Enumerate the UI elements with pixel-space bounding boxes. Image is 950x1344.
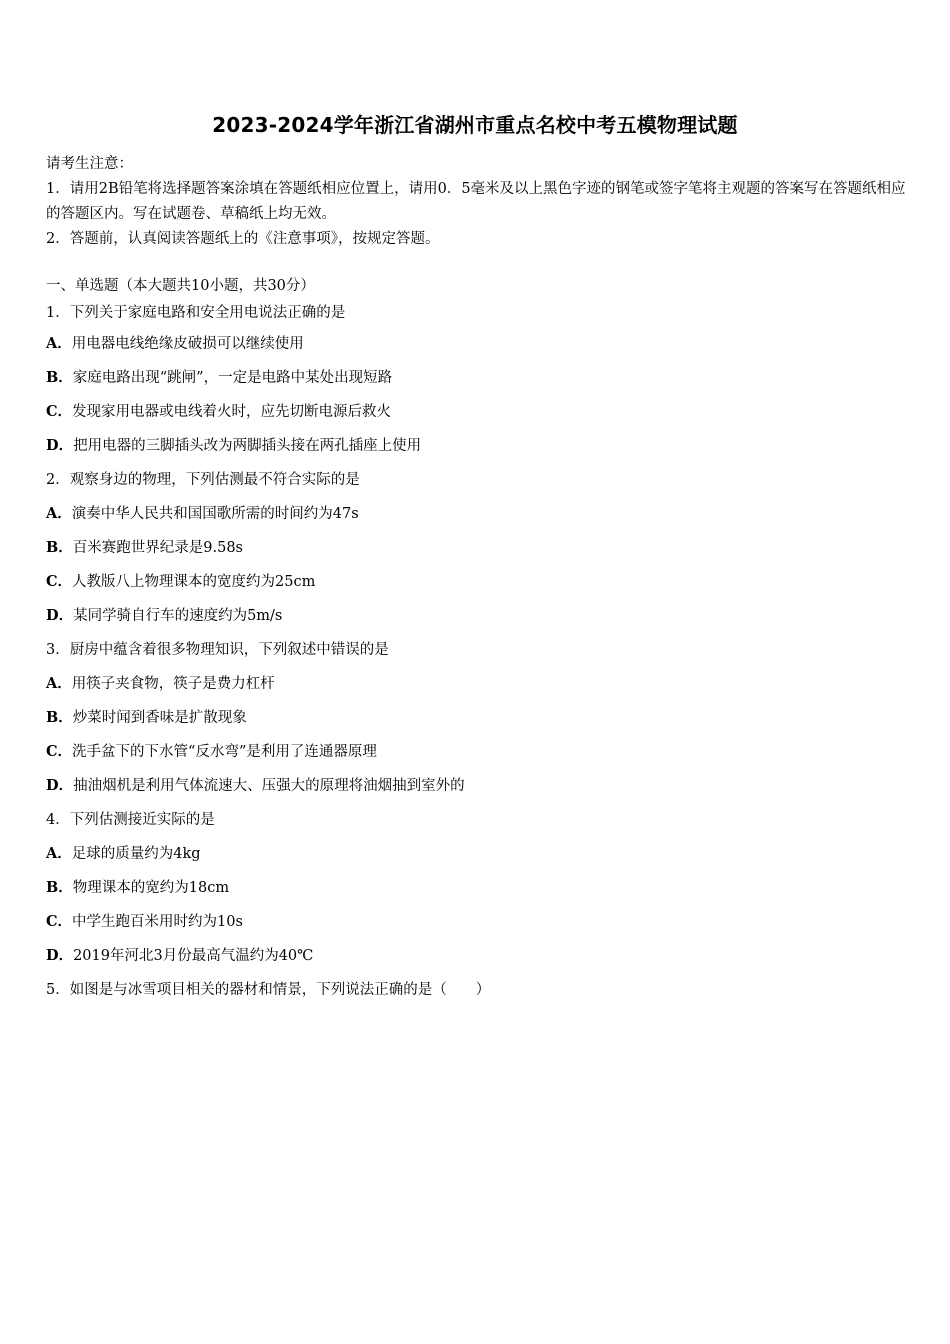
question-2-option-b (46, 531, 906, 565)
question-1-option-c (46, 395, 906, 429)
option-letter: C． (46, 743, 73, 760)
question-1-option-a (46, 327, 906, 361)
question-2-option-c (46, 565, 906, 599)
question-3-stem: 3．厨房中蕴含着很多物理知识，下列叙述中错误的是 (46, 642, 389, 658)
option-text: 炒菜时闻到香味是扩散现象 (72, 710, 247, 726)
option-text: 抽油烟机是利用气体流速大、压强大的原理将油烟抽到室外的 (73, 778, 465, 794)
question-3-option-d (46, 769, 906, 803)
notice-block (46, 152, 906, 252)
option-text: 足球的质量约为4kg (71, 846, 201, 862)
option-text: 某同学骑自行车的速度约为5m/s (73, 608, 283, 624)
option-letter: D． (46, 947, 74, 964)
notice-item-2: 2．答题前，认真阅读答题纸上的《注意事项》，按规定答题。 (46, 231, 440, 247)
question-4-option-c (46, 905, 906, 939)
question-4-option-a (46, 837, 906, 871)
option-text: 演奏中华人民共和国国歌所需的时间约为47s (71, 506, 359, 522)
option-text: 发现家用电器或电线着火时，应先切断电源后救火 (72, 404, 392, 420)
option-letter: C． (46, 913, 73, 930)
option-text: 洗手盆下的下水管“反水弯”是利用了连通器原理 (72, 744, 377, 760)
option-letter: D． (46, 437, 74, 454)
option-text: 中学生跑百米用时约为10s (72, 914, 243, 930)
option-letter: C． (46, 403, 73, 420)
option-letter: A． (46, 505, 72, 522)
option-text: 人教版八上物理课本的宽度约为25cm (72, 574, 316, 590)
notice-item-1: 1．请用2B铅笔将选择题答案涂填在答题纸相应位置上，请用0．5毫米及以上黑色字迹的钢笔或签字笔将主观题的答案写在答题纸相应的答题区内。写在试题卷、草稿纸上均无效。 (46, 181, 906, 222)
option-text: 百米赛跑世界纪录是9.58s (72, 540, 243, 556)
option-text: 用电器电线绝缘皮破损可以继续使用 (71, 336, 304, 352)
option-text: 用筷子夹食物，筷子是费力杠杆 (71, 676, 275, 692)
question-2-option-d (46, 599, 906, 633)
page-title: 2023-2024学年浙江省湖州市重点名校中考五模物理试题 (212, 113, 738, 137)
option-letter: A． (46, 335, 72, 352)
question-4-stem: 4．下列估测接近实际的是 (46, 812, 215, 828)
question-2-option-a (46, 497, 906, 531)
option-text: 家庭电路出现“跳闸”，一定是电路中某处出现短路 (72, 370, 393, 386)
question-1-option-b (46, 361, 906, 395)
option-text: 把用电器的三脚插头改为两脚插头接在两孔插座上使用 (73, 438, 422, 454)
option-letter: A． (46, 845, 72, 862)
question-3-option-c (46, 735, 906, 769)
question-5-stem: 5．如图是与冰雪项目相关的器材和情景，下列说法正确的是（ ） (46, 982, 491, 998)
question-3-option-a (46, 667, 906, 701)
question-1-stem: 1．下列关于家庭电路和安全用电说法正确的是 (46, 305, 346, 321)
question-section (46, 274, 906, 1007)
question-4-option-b (46, 871, 906, 905)
option-letter: B． (46, 879, 73, 896)
option-letter: B． (46, 709, 73, 726)
question-4-option-d (46, 939, 906, 973)
question-3-option-b (46, 701, 906, 735)
section-heading: 一、单选题（本大题共10小题，共30分） (46, 278, 315, 294)
option-letter: C． (46, 573, 73, 590)
question-2-stem: 2．观察身边的物理，下列估测最不符合实际的是 (46, 472, 360, 488)
notice-heading: 请考生注意： (46, 156, 133, 172)
option-letter: D． (46, 777, 74, 794)
question-1-option-d (46, 429, 906, 463)
option-letter: B． (46, 539, 73, 556)
option-letter: A． (46, 675, 72, 692)
option-text: 物理课本的宽约为18cm (72, 880, 230, 896)
option-letter: D． (46, 607, 74, 624)
option-text: 2019年河北3月份最高气温约为40℃ (73, 948, 314, 964)
option-letter: B． (46, 369, 73, 386)
